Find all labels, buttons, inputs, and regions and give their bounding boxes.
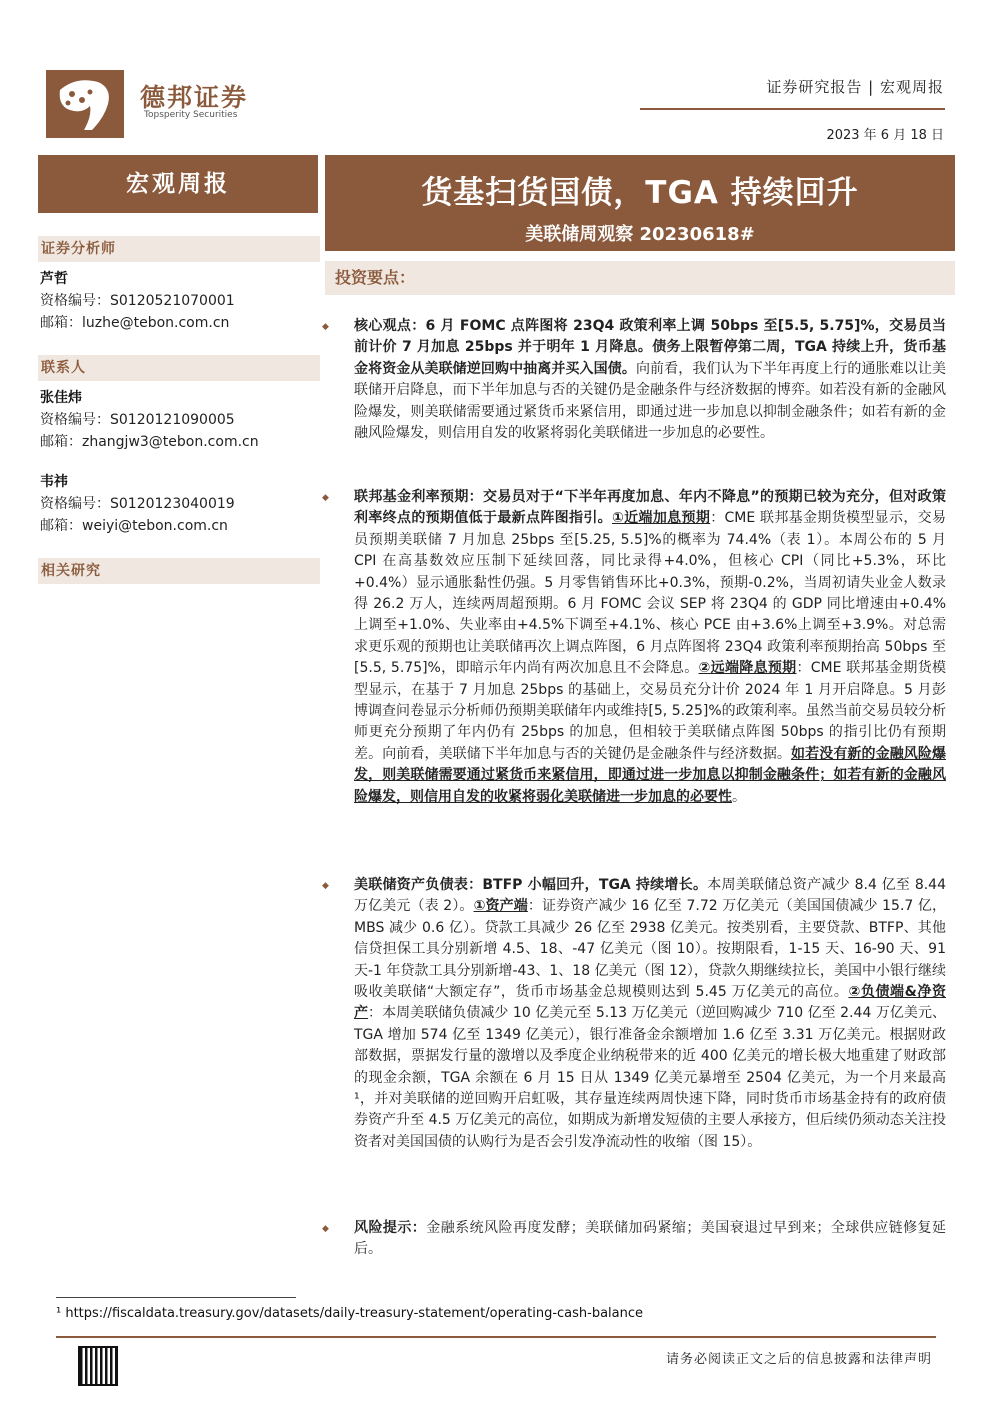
analyst-cert: 资格编号：S0120521070001 [40,293,235,309]
fed-funds-bold: 联邦基金利率预期：交易员对于“下半年再度加息、年内不降息”的预期已较为充分，但对政策利率终点的预期值低于最新点阵图指引。 [354,489,946,527]
near-term-label: ①近端加息预期 [612,510,711,527]
logo-icon [46,70,124,138]
keypoints-label: 投资要点： [325,261,955,295]
bullet-icon: ◆ [322,1224,329,1234]
core-view-text: 向前看，我们认为下半年再度上行的通胀难以让美联储开启降息，而下半年加息与否的关键仍是金融条件与经济数据的博弈。如若没有新的金融风险爆发，则美联储需要通过紧货币来紧信用，即通过进一步加息以抑制金融条件；如若有新的金融风险爆发，则信用自发的收紧将弱化美联储进一步加息的必要性。 [354,360,947,442]
analyst-email[interactable]: 邮箱：luzhe@tebon.com.cn [40,315,230,331]
liability-side-text: ：本周美联储负债减少 10 亿美元至 5.13 万亿美元（逆回购减少 710 亿至 2.44 万亿美元、TGA 增加 574 亿至 1349 亿美元），银行准备金余额增加 1.6 亿至 3.31 万亿美元。根据财政部数据，票据发行量的激增以及季度企业纳税带来的近 400 亿美元的增长极大地重建了财政部的现金余额，TGA 余额在 6 月 15 日从 1349 亿美元暴增至 2504 亿美元，为一个月来最高¹，并对美联储的逆回购开启虹吸，其存量连续两周快速下降，同时货币市场基金持有的政府债券资产升至 4.5 万亿美元的高位，如期成为新增发短债的主要人承接方，但后续仍须动态关注投资者对美国国债的认购行为是否会引发净流动性的收缩（图 15）。 [354,1005,947,1150]
contact2-email[interactable]: 邮箱：weiyi@tebon.com.cn [40,518,228,534]
balance-sheet-bold: 美联储资产负债表：BTFP 小幅回升，TGA 持续增长。 [354,877,708,893]
footnote[interactable]: ¹ https://fiscaldata.treasury.gov/datasets/daily-treasury-statement/operating-cash-balance [56,1306,644,1321]
fed-funds-end: 。 [732,788,746,805]
core-view-bold: 核心观点：6 月 FOMC 点阵图将 23Q4 政策利率上调 50bps 至[5.5, 5.75]%，交易员当前计价 7 月加息 25bps 并于明年 1 月降息。债务上限暂停第二周，TGA 持续上升，货币基金将资金从美联储逆回购中抽离并买入国债。 [354,318,946,377]
contact1-cert: 资格编号：S0120121090005 [40,412,235,428]
asset-side-label: ①资产端 [473,898,528,915]
footer-divider [56,1336,936,1338]
bullet-icon: ◆ [322,493,329,503]
contact2-cert: 资格编号：S0120123040019 [40,496,235,512]
category-banner: 宏观周报 [38,155,318,213]
report-type: 证券研究报告 | 宏观周报 [766,78,944,96]
contact-section-head: 联系人 [38,355,320,381]
asset-side-text: ：证券资产减少 16 亿至 7.72 万亿美元（美国国债减少 15.7 亿，MBS 减少 0.6 亿）。贷款工具减少 26 亿至 2938 亿美元。按类别看，主要贷款、BTFP、其他信贷担保工具分别新增 4.5、18、-47 亿美元（图 10）。按期限看，1-15 天、16-90 天、91 天-1 年贷款工具分别新增-43、1、18 亿美元（图 12），贷款久期继续拉长，美国中小银行继续吸收美联储“大额定存”，货币市场基金总规模则达到 5.45 万亿美元的高位。 [354,898,947,1001]
title-banner [325,155,955,251]
far-term-text: ：CME 联邦基金期货模型显示，在基于 7 月加息 25bps 的基础上，交易员充分计价 2024 年 1 月开启降息。5 月彭博调查问卷显示分析师仍预期美联储年内或维持[5, 5.25]%的政策利率。虽然当前交易员较分析师更充分预期了年内仍有 25bps 的加息，但相较于美联储点阵图 50bps 的指引比仍有预期差。向前看，美联储下半年加息与否的关键仍是金融条件与经济数据。 [354,660,947,762]
report-date: 2023 年 6 月 18 日 [826,128,944,143]
paragraph-fed-funds [322,487,947,808]
far-term-label: ②远端降息预期 [698,660,797,677]
header-divider [640,108,945,110]
disclaimer: 请务必阅读正文之后的信息披露和法律声明 [665,1352,932,1367]
related-section-head: 相关研究 [38,558,320,584]
logo-name: 德邦证券 [140,83,249,112]
risk-bold: 风险提示： [354,1220,427,1236]
analyst-name: 芦哲 [40,271,68,287]
contact1-name: 张佳炜 [40,390,82,406]
report-title: 货基扫货国债，TGA 持续回升 [421,175,859,211]
qr-code-icon [78,1346,118,1386]
report-subtitle: 美联储周观察 20230618# [525,224,755,245]
fed-funds-emphasis: 如若没有新的金融风险爆发，则美联储需要通过紧货币来紧信用，即通过进一步加息以抑制金融条件；如若有新的金融风险爆发，则信用自发的收紧将弱化美联储进一步加息的必要性 [354,745,947,805]
near-term-text: ：CME 联邦基金期货模型显示，交易员预期美联储 7 月加息 25bps 至[5.25, 5.5]%的概率为 74.4%（表 1）。本周公布的 5 月 CPI 在高基数效应压制下延续回落，同比录得+4.0%，但核心 CPI（同比+5.3%，环比+0.4%）显示通胀黏性仍强。5 月零售销售环比+0.3%，预期-0.2%，当周初请失业金人数录得 26.2 万人，连续两周超预期。6 月 FOMC 会议 SEP 将 23Q4 的 GDP 同比增速由+0.4%上调至+1.0%、失业率由+4.5%下调至+4.1%、核心 PCE 由+3.6%上调至+3.9%。对总需求更乐观的预期也让美联储再次上调点阵图，6 月点阵图将 23Q4 政策利率预期抬高 50bps 至[5.5, 5.75]%，即暗示年内尚有两次加息且不会降息。 [354,510,946,677]
logo-english-name: Topsperity Securities [144,110,238,120]
contact1-email[interactable]: 邮箱：zhangjw3@tebon.com.cn [40,434,259,450]
risk-text: 金融系统风险再度发酵；美联储加码紧缩；美国衰退过早到来；全球供应链修复延后。 [354,1220,946,1258]
paragraph-balance-sheet [322,875,947,1153]
contact2-name: 韦祎 [40,474,68,490]
bullet-icon: ◆ [322,881,329,891]
bullet-icon: ◆ [322,322,329,332]
analyst-section-head: 证券分析师 [38,236,320,262]
paragraph-core-view [322,316,947,444]
footnote-divider [56,1297,296,1298]
balance-sheet-intro: 本周美联储总资产减少 8.4 亿至 8.44 万亿美元（表 2）。 [354,877,946,915]
paragraph-risk [322,1218,946,1261]
liability-side-label: ②负债端&净资产 [354,984,947,1022]
